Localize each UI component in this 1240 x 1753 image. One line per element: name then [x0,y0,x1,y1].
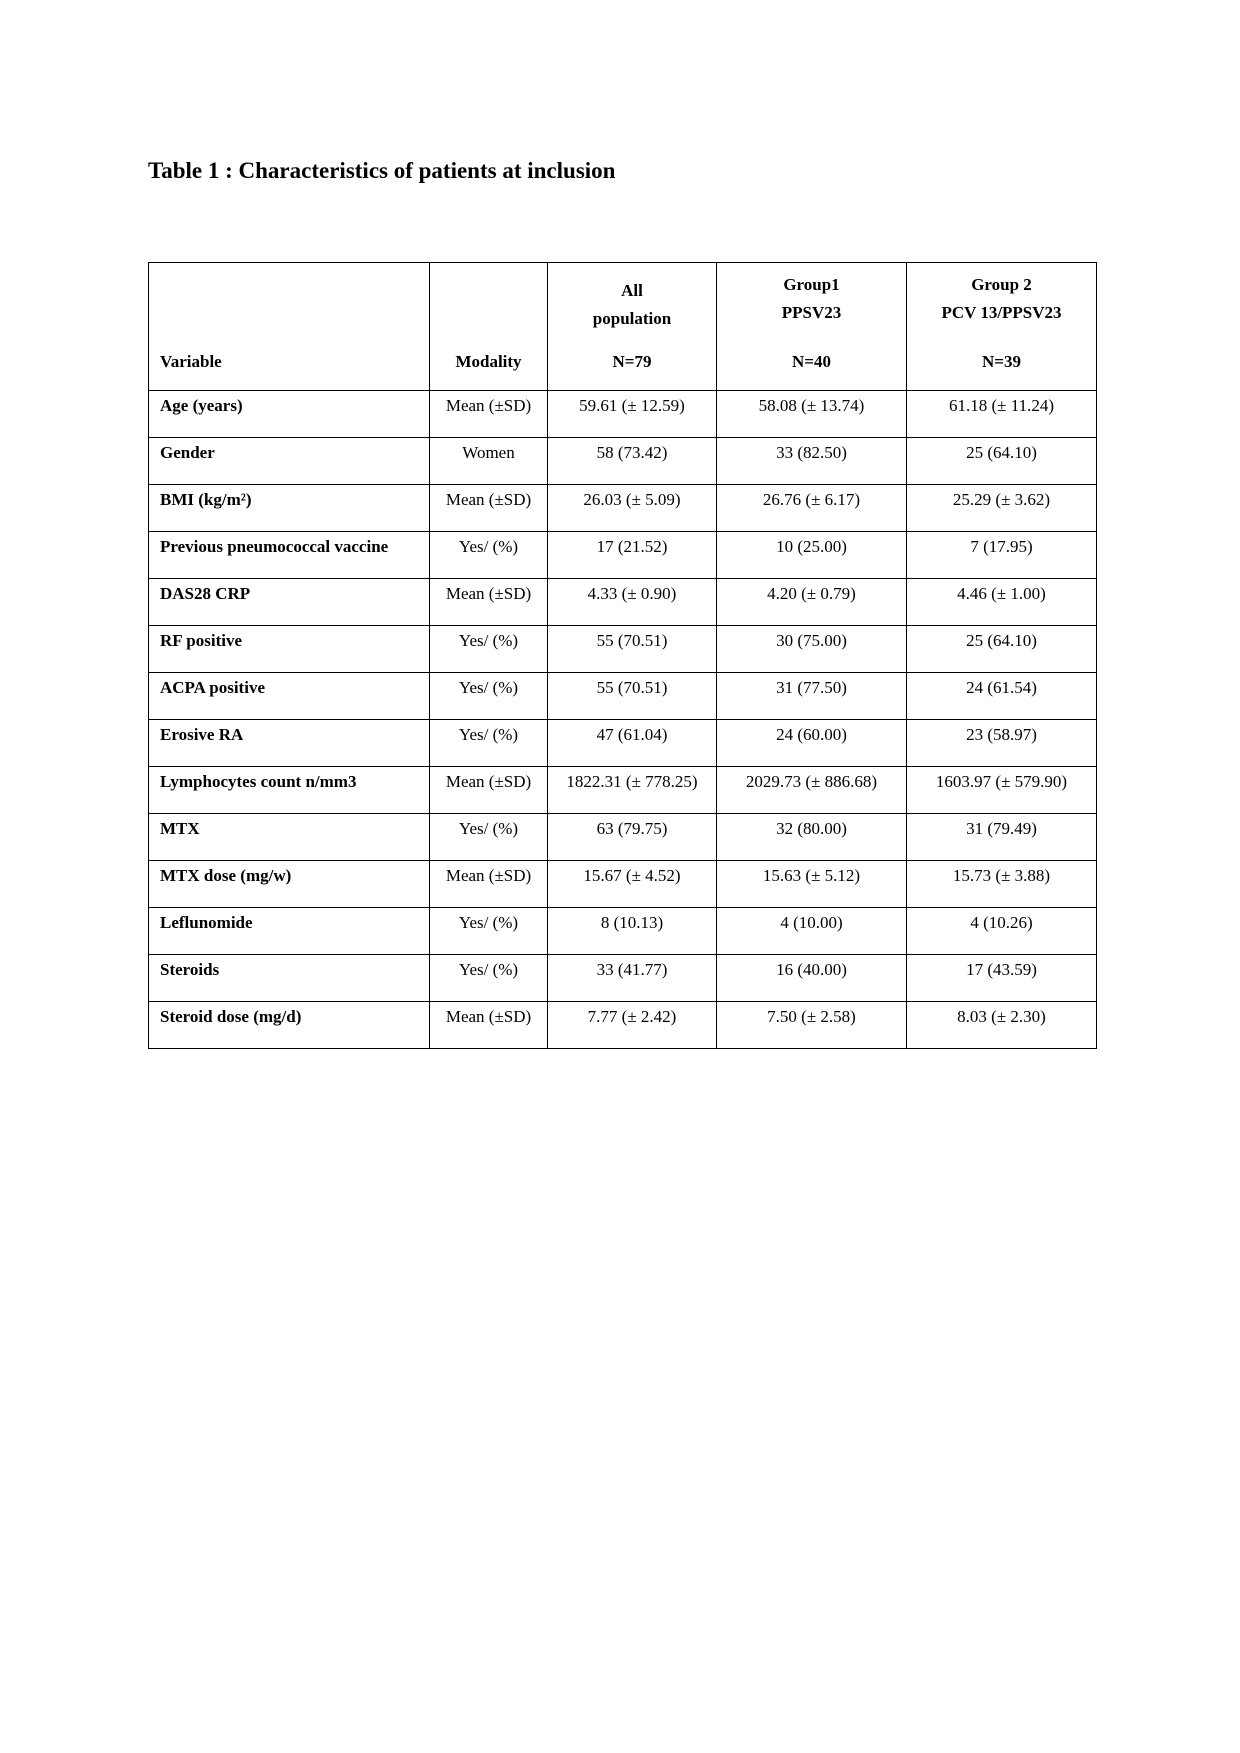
cell-modality: Women [430,438,548,485]
cell-modality: Yes/ (%) [430,532,548,579]
cell-all-population: 55 (70.51) [548,673,717,720]
header-group2-line1: Group 2 [971,275,1032,294]
table-row [149,673,1097,720]
cell-modality: Mean (±SD) [430,485,548,532]
cell-group2: 61.18 (± 11.24) [907,391,1097,438]
table-row [149,485,1097,532]
cell-group2: 24 (61.54) [907,673,1097,720]
cell-variable: ACPA positive [149,673,430,720]
cell-variable: Age (years) [149,391,430,438]
cell-group1: 16 (40.00) [717,955,907,1002]
cell-modality: Mean (±SD) [430,767,548,814]
header-modality-label: Modality [455,352,522,371]
cell-all-population: 15.67 (± 4.52) [548,861,717,908]
table-row [149,720,1097,767]
cell-group1: 32 (80.00) [717,814,907,861]
cell-group1: 4 (10.00) [717,908,907,955]
table-row [149,1002,1097,1049]
header-group1-n: N=40 [792,352,831,371]
table-body [149,391,1097,1049]
cell-modality: Mean (±SD) [430,391,548,438]
cell-group1: 58.08 (± 13.74) [717,391,907,438]
cell-group2: 25 (64.10) [907,626,1097,673]
table-row [149,438,1097,485]
cell-all-population: 63 (79.75) [548,814,717,861]
cell-variable: BMI (kg/m²) [149,485,430,532]
cell-variable: MTX dose (mg/w) [149,861,430,908]
header-all-line2: population [592,309,672,328]
cell-group2: 8.03 (± 2.30) [907,1002,1097,1049]
cell-modality: Yes/ (%) [430,720,548,767]
cell-variable: Gender [149,438,430,485]
cell-group2: 17 (43.59) [907,955,1097,1002]
cell-group2: 25.29 (± 3.62) [907,485,1097,532]
table-row [149,908,1097,955]
cell-variable: Steroid dose (mg/d) [149,1002,430,1049]
header-all-n: N=79 [612,352,652,371]
table-row [149,861,1097,908]
cell-group1: 4.20 (± 0.79) [717,579,907,626]
cell-group1: 15.63 (± 5.12) [717,861,907,908]
cell-variable: Previous pneumococcal vaccine [149,532,430,579]
table-row [149,955,1097,1002]
cell-all-population: 58 (73.42) [548,438,717,485]
cell-group1: 24 (60.00) [717,720,907,767]
cell-all-population: 33 (41.77) [548,955,717,1002]
header-variable [149,263,430,391]
cell-variable: Leflunomide [149,908,430,955]
header-group2-n: N=39 [982,352,1021,371]
cell-variable: MTX [149,814,430,861]
cell-modality: Yes/ (%) [430,908,548,955]
cell-modality: Yes/ (%) [430,626,548,673]
header-group1 [717,263,907,391]
header-group2 [907,263,1097,391]
cell-modality: Mean (±SD) [430,1002,548,1049]
cell-all-population: 55 (70.51) [548,626,717,673]
table-header-row [149,263,1097,391]
header-group2-line2: PCV 13/PPSV23 [941,303,1062,322]
cell-group1: 31 (77.50) [717,673,907,720]
header-modality [430,263,548,391]
cell-variable: Steroids [149,955,430,1002]
cell-group1: 33 (82.50) [717,438,907,485]
header-group1-line2: PPSV23 [781,303,842,322]
characteristics-table [148,262,1097,1049]
cell-variable: RF positive [149,626,430,673]
table-title: Table 1 : Characteristics of patients at inclusion [148,158,616,183]
cell-group2: 7 (17.95) [907,532,1097,579]
cell-all-population: 26.03 (± 5.09) [548,485,717,532]
cell-all-population: 8 (10.13) [548,908,717,955]
header-variable-label: Variable [160,352,222,371]
table-row [149,814,1097,861]
table-row [149,391,1097,438]
cell-variable: Erosive RA [149,720,430,767]
table-row [149,767,1097,814]
cell-variable: Lymphocytes count n/mm3 [149,767,430,814]
cell-all-population: 47 (61.04) [548,720,717,767]
header-all-line1: All [621,281,643,300]
cell-modality: Yes/ (%) [430,673,548,720]
cell-modality: Mean (±SD) [430,579,548,626]
cell-group1: 10 (25.00) [717,532,907,579]
cell-variable: DAS28 CRP [149,579,430,626]
cell-all-population: 4.33 (± 0.90) [548,579,717,626]
cell-group2: 4.46 (± 1.00) [907,579,1097,626]
table-row [149,579,1097,626]
cell-group1: 2029.73 (± 886.68) [717,767,907,814]
cell-all-population: 7.77 (± 2.42) [548,1002,717,1049]
cell-all-population: 1822.31 (± 778.25) [548,767,717,814]
table-row [149,626,1097,673]
cell-group2: 15.73 (± 3.88) [907,861,1097,908]
cell-group2: 25 (64.10) [907,438,1097,485]
header-group1-line1: Group1 [783,275,840,294]
cell-modality: Yes/ (%) [430,814,548,861]
cell-group2: 1603.97 (± 579.90) [907,767,1097,814]
cell-all-population: 59.61 (± 12.59) [548,391,717,438]
cell-group1: 7.50 (± 2.58) [717,1002,907,1049]
cell-group1: 26.76 (± 6.17) [717,485,907,532]
cell-modality: Mean (±SD) [430,861,548,908]
cell-all-population: 17 (21.52) [548,532,717,579]
cell-modality: Yes/ (%) [430,955,548,1002]
header-all-population [548,263,717,391]
cell-group2: 31 (79.49) [907,814,1097,861]
cell-group1: 30 (75.00) [717,626,907,673]
cell-group2: 23 (58.97) [907,720,1097,767]
cell-group2: 4 (10.26) [907,908,1097,955]
table-row [149,532,1097,579]
